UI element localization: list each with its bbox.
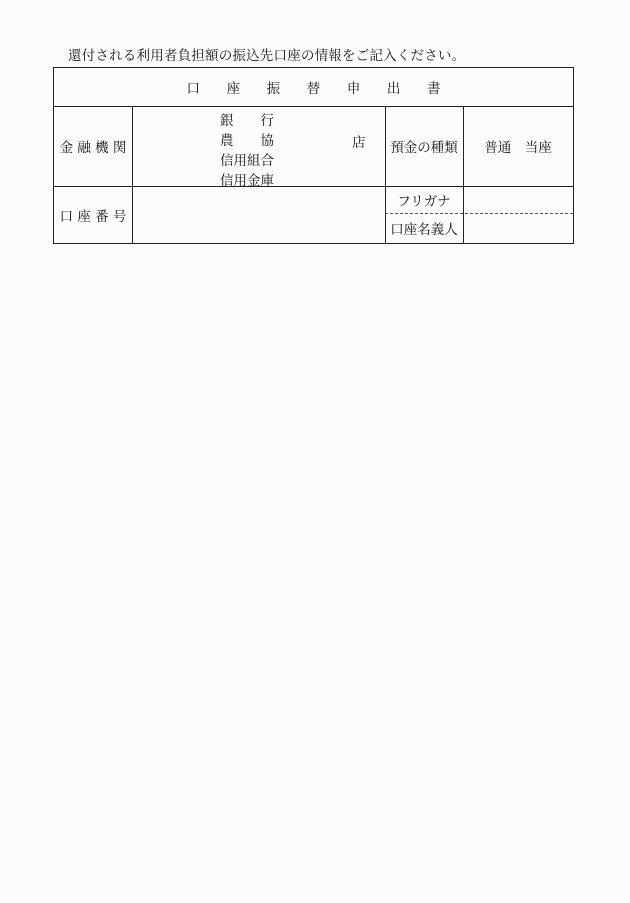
bank-type-option[interactable]: 銀 行 (220, 113, 274, 129)
bank-type-option[interactable]: 農 協 (220, 133, 274, 149)
form-title (54, 68, 573, 106)
account-number-field[interactable] (132, 186, 385, 243)
title-char: 出 (386, 81, 401, 97)
deposit-type-label: 預金の種類 (390, 140, 458, 156)
bank-type-option[interactable]: 信用組合 (220, 153, 274, 169)
bank-type-list[interactable] (220, 111, 370, 191)
furigana-label: フリガナ (397, 193, 451, 210)
title-char: 申 (346, 81, 361, 97)
deposit-type-options[interactable]: 普通 当座 (484, 140, 552, 156)
bank-type-option[interactable]: 信用金庫 (220, 173, 274, 189)
furigana-field[interactable] (463, 186, 573, 213)
instruction-text: 還付される利用者負担額の振込先口座の情報をご記入ください。 (68, 48, 466, 64)
title-char: 口 (186, 81, 200, 97)
title-char: 書 (426, 81, 441, 97)
title-char: 座 (226, 81, 241, 97)
account-transfer-form (53, 67, 574, 244)
title-char: 替 (306, 81, 321, 97)
account-holder-label: 口座名義人 (390, 222, 458, 238)
account-number-label: 口 座 番 号 (59, 208, 127, 225)
financial-institution-label: 金 融 機 関 (59, 140, 127, 156)
account-holder-field[interactable] (463, 213, 573, 243)
title-char: 振 (266, 81, 281, 97)
branch-label: 店 (352, 135, 366, 151)
